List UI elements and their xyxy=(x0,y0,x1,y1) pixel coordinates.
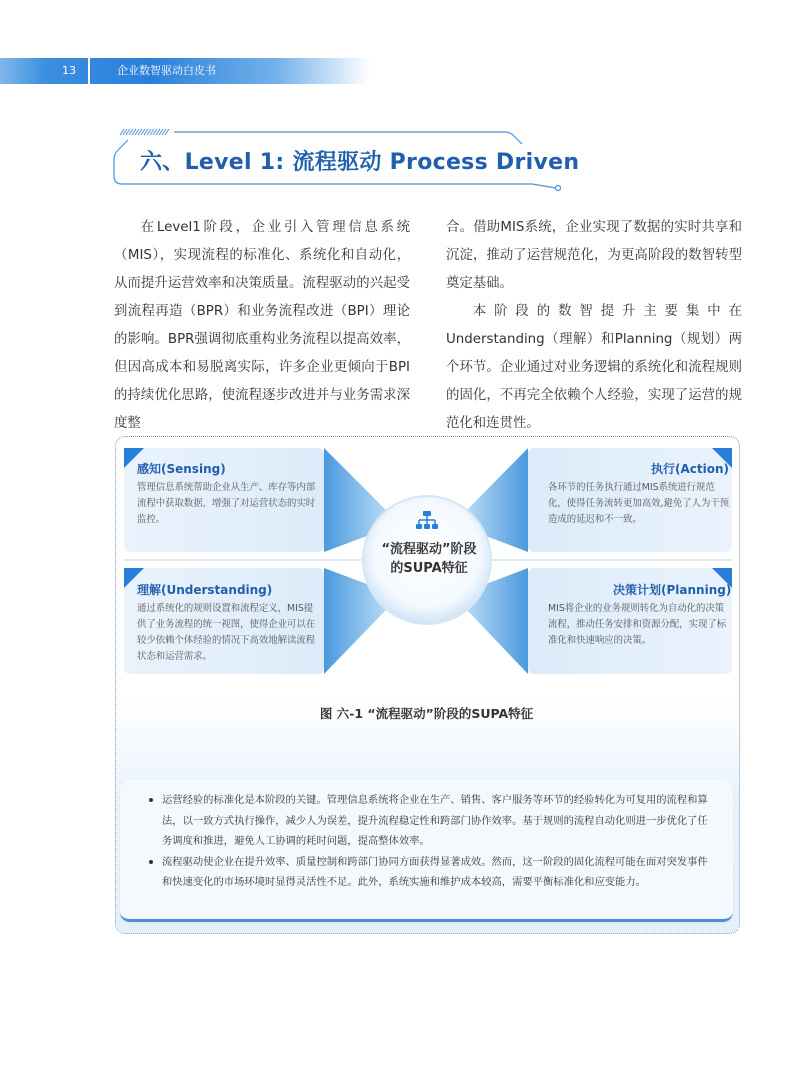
body-column-left xyxy=(114,214,410,438)
card-understanding-title: 理解(Understanding) xyxy=(137,583,273,597)
center-label-line1: “流程驱动”阶段 xyxy=(381,542,477,557)
card-sensing-text: 管理信息系统帮助企业从生产、库存等内部流程中获取数据，增强了对运营状态的实时监控。 xyxy=(137,482,316,525)
card-understanding-text: 通过系统化的规则设置和流程定义，MIS提供了业务流程的统一视图，使得企业可以在较少依赖个体经验的情况下高效地解读流程状态和运营需求。 xyxy=(137,603,316,662)
card-planning-text: MIS将企业的业务规则转化为自动化的决策流程，推动任务安排和资源分配，实现了标准化和快速响应的决策。 xyxy=(548,603,727,646)
section-title: 六、Level 1: 流程驱动 Process Driven xyxy=(140,150,580,175)
page-header xyxy=(0,58,370,84)
card-planning-title: 决策计划(Planning) xyxy=(613,583,732,597)
body-column-right xyxy=(446,214,742,438)
header-divider xyxy=(88,58,90,84)
list-item: 流程驱动使企业在提升效率、质量控制和跨部门协同方面获得显著成效。然而，这一阶段的固化流程可能在面对突发事件和快速变化的市场环境时显得灵活性不足。此外，系统实施和维护成本较高，需要平衡标准化和应变能力。 xyxy=(148,852,713,893)
workflow-icon xyxy=(414,508,440,534)
list-item: 运营经验的标准化是本阶段的关键。管理信息系统将企业在生产、销售、客户服务等环节的经验转化为可复用的流程和算法，以一致方式执行操作，减少人为误差，提升流程稳定性和跨部门协作效率。基于规则的流程自动化则进一步优化了任务调度和推进，避免人工协调的耗时问题，提高整体效率。 xyxy=(148,790,713,852)
center-label-line2: 的SUPA特征 xyxy=(390,561,468,576)
summary-list xyxy=(148,790,713,893)
paragraph: 在Level1阶段，企业引入管理信息系统（MIS），实现流程的标准化、系统化和自动化，从而提升运营效率和决策质量。流程驱动的兴起受到流程再造（BPR）和业务流程改进（BPI）理论的影响。BPR强调彻底重构业务流程以提高效率，但因高成本和易脱离实际，许多企业更倾向于BPI的持续优化思路，使流程逐步改进并与业务需求深度整 xyxy=(114,220,410,431)
figure-caption: 图 六-1 “流程驱动”阶段的SUPA特征 xyxy=(319,706,534,721)
card-sensing-title: 感知(Sensing) xyxy=(137,462,226,476)
page-number: 13 xyxy=(62,64,76,77)
card-action-title: 执行(Action) xyxy=(651,462,730,476)
paragraph: 合。借助MIS系统，企业实现了数据的实时共享和沉淀，推动了运营规范化，为更高阶段的数智转型奠定基础。 xyxy=(446,220,742,291)
paragraph: 本阶段的数智提升主要集中在Understanding（理解）和Planning（规划）两个环节。企业通过对业务逻辑的系统化和流程规则的固化，不再完全依赖个人经验，实现了运营的规范化和连贯性。 xyxy=(446,304,742,431)
document-title: 企业数智驱动白皮书 xyxy=(117,64,216,77)
card-action-text: 各环节的任务执行通过MIS系统进行规范化，使得任务流转更加高效,避免了人为干预造成的延迟和不一致。 xyxy=(548,482,730,525)
diagram-center-label xyxy=(371,540,487,578)
